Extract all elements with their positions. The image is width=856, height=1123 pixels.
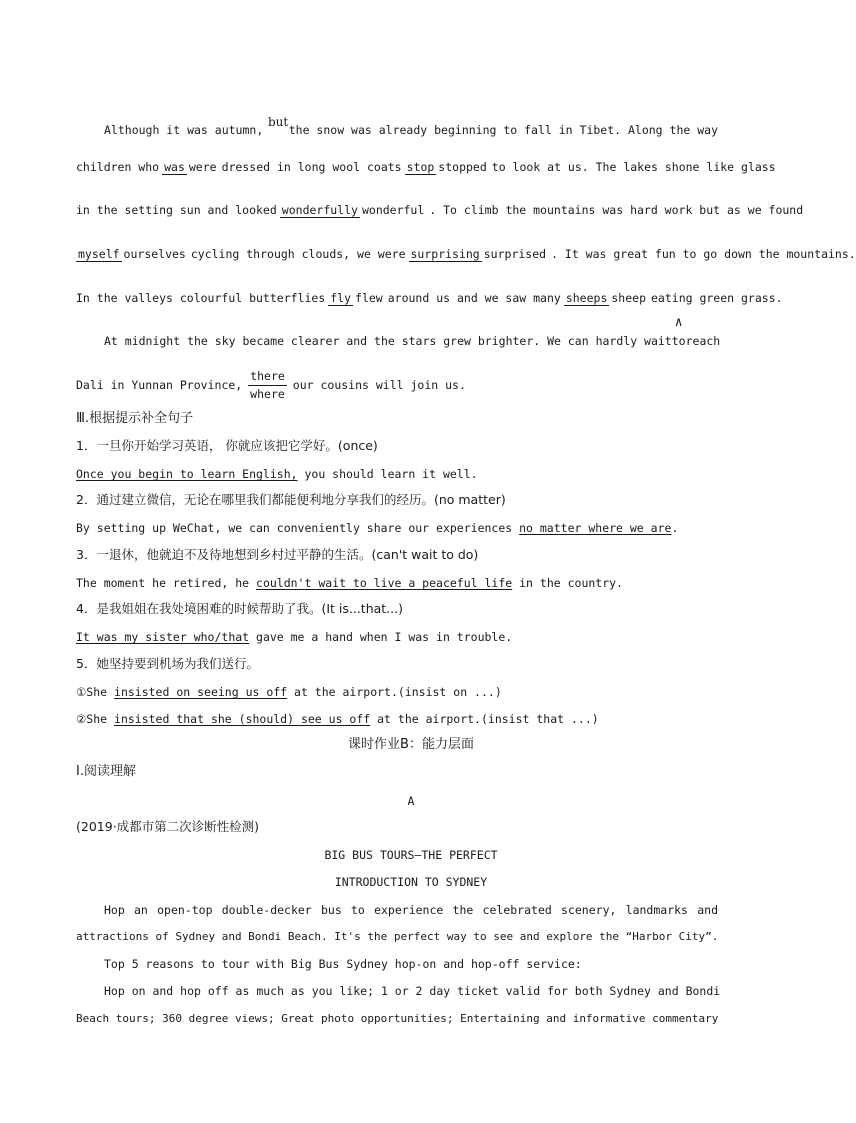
passage-source: (2019·成都市第二次诊断性检测) (76, 819, 260, 834)
passage-letter: A (407, 794, 415, 808)
q3-prompt: 3．一退休，他就迫不及待地想到乡村过平静的生活。(can't wait to do) (76, 547, 479, 562)
q2-answer: By setting up WeChat, we can conveniently share our experiences no matter where we are. (76, 521, 679, 535)
reading-title-line-2: INTRODUCTION TO SYDNEY (334, 875, 488, 889)
passage-line-2: children who was were dressed in long wool coats stop stopped to look at us. The lakes shone like glass (76, 159, 776, 174)
correction-fly-flew: fly flew (330, 290, 383, 305)
passage-line-3: in the setting sun and looked wonderfully wonderful . To climb the mountains was hard work but as we found (76, 202, 804, 217)
reading-section-heading: Ⅰ.阅读理解 (76, 764, 136, 779)
correction-stop-stopped: stop stopped (406, 159, 487, 174)
q5-answer-b: ②She insisted that she (should) see us off at the airport.(insist that ...) (76, 712, 599, 726)
q4-prompt: 4．是我姐姐在我处境困难的时候帮助了我。(It is...that...) (76, 601, 403, 616)
reading-title-line-1: BIG BUS TOURS—THE PERFECT (324, 848, 498, 862)
correction-myself-ourselves: myself ourselves (78, 246, 186, 261)
correction-was-were: was were (164, 159, 217, 174)
correction-wonderfully: wonderfully wonderful (281, 202, 425, 217)
passage-line-4: myself ourselves cycling through clouds, we were surprising surprised . It was great fun to go down the mountains. (78, 246, 856, 261)
passage-line-1: Although it was autumn, the snow was already beginning to fall in Tibet. Along the way (104, 123, 718, 137)
q4-answer: It was my sister who/that gave me a hand when I was in trouble. (76, 630, 513, 644)
q3-answer: The moment he retired, he couldn't wait to live a peaceful life in the country. (76, 576, 623, 590)
correction-sheeps-sheep: sheeps sheep (565, 290, 646, 305)
reading-line-3: Top 5 reasons to tour with Big Bus Sydney hop-on and hop-off service: (104, 957, 582, 971)
q1-prompt: 1．一旦你开始学习英语， 你就应该把它学好。(once) (76, 438, 378, 453)
insert-caret-icon: ∧ (674, 315, 683, 330)
section-3-heading: Ⅲ.根据提示补全句子 (76, 411, 194, 426)
correction-surprising-surprised: surprising surprised (410, 246, 547, 261)
reading-line-1: Hop an open-top double-decker bus to experience the celebrated scenery, landmarks and (104, 903, 718, 917)
reading-line-5: Beach tours; 360 degree views; Great photo opportunities; Entertaining and informative commentary (76, 1012, 719, 1025)
passage-line-7: Dali in Yunnan Province, $\frac{\text{there}}{\text{where}}$ our cousins will join us. (76, 368, 466, 401)
q5-prompt: 5．她坚持要到机场为我们送行。 (76, 656, 259, 671)
correction-there-where: $\frac{\text{there}}{\text{where}}$ (250, 368, 285, 401)
reading-line-2: attractions of Sydney and Bondi Beach. It's the perfect way to see and explore the “Harbor City”. (76, 930, 719, 943)
inserted-word-to: ∧ to (671, 315, 686, 348)
q1-answer: Once you begin to learn English, you should learn it well. (76, 467, 478, 481)
q2-prompt: 2．通过建立微信，无论在哪里我们都能便利地分享我们的经历。(no matter) (76, 492, 506, 507)
reading-line-4: Hop on and hop off as much as you like; 1 or 2 day ticket valid for both Sydney and Bondi (104, 984, 721, 998)
part-b-title: 课时作业B：能力层面 (348, 737, 474, 752)
passage-line-5: In the valleys colourful butterflies fly flew around us and we saw many sheeps sheep eating green grass. (76, 290, 783, 305)
inserted-word-but: but (268, 115, 289, 129)
q5-answer-a: ①She insisted on seeing us off at the airport.(insist on ...) (76, 685, 502, 699)
passage-line-6: At midnight the sky became clearer and the stars grew brighter. We can hardly wait ∧ to reach (104, 315, 721, 348)
